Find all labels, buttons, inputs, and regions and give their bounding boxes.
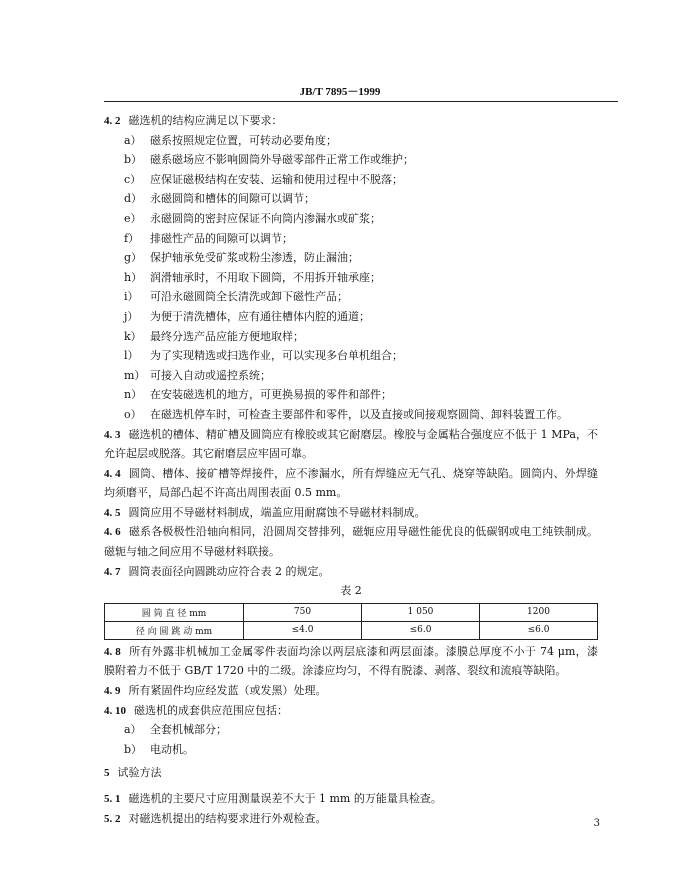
list-item: a） 磁系按照规定位置，可转动必要角度；	[124, 133, 337, 147]
table-row	[105, 621, 598, 639]
clause-4-2	[104, 111, 598, 131]
clause-text: 磁选机的主要尺寸应用测量误差不大于 1 mm 的万能量具检查。	[128, 792, 442, 805]
section-5-heading	[104, 763, 598, 783]
list-item: o） 在磁选机停车时，可检查主要部件和零件，以及直接或间接观察圆筒、卸料装置工作。	[124, 407, 568, 421]
clause-text-continued: 均须磨平，局部凸起不许高出周围表面 0.5 mm。	[104, 486, 348, 500]
clause-4-7	[104, 562, 598, 582]
table-cell: 1 050	[362, 603, 480, 621]
table-cell: ≤4.0	[244, 621, 362, 639]
clause-text-continued: 膜附着力不低于 GB/T 1720 中的二级。涂漆应均匀，不得有脱漆、剥落、裂纹和流痕等缺陷。	[104, 664, 567, 678]
table-cell: ≤6.0	[362, 621, 480, 639]
row-header: 径 向 圆 跳 动 mm	[105, 621, 244, 639]
list-item: b） 电动机。	[124, 742, 194, 756]
table-row	[105, 603, 598, 621]
clause-4-9	[104, 681, 598, 701]
clause-4-8	[104, 642, 598, 662]
clause-text: 对磁选机提出的结构要求进行外观检查。	[128, 811, 327, 825]
list-item: d） 永磁圆筒和槽体的间隙可以调节；	[124, 192, 315, 206]
table-cell: ≤6.0	[480, 621, 598, 639]
section-number: 5	[104, 767, 110, 780]
list-item: b） 磁系磁场应不影响圆筒外导磁零部件正常工作或维护；	[124, 153, 414, 167]
clause-text: 所有紧固件均应经发蓝（或发黑）处理。	[128, 684, 327, 698]
clause-number: 5. 2	[104, 812, 121, 825]
standard-code-header: JB/T 7895－1999	[299, 86, 381, 98]
list-item: l） 为了实现精选或扫选作业，可以实现多台单机组合；	[124, 349, 403, 363]
runout-table	[104, 603, 598, 640]
table-cell: 750	[244, 603, 362, 621]
clause-5-2	[104, 809, 598, 829]
clause-number: 4. 6	[104, 526, 121, 539]
clause-4-4	[104, 464, 598, 484]
clause-4-3	[104, 425, 598, 445]
list-item: h） 润滑轴承时，不用取下圆筒，不用拆开轴承座；	[124, 270, 381, 284]
list-item: f） 排磁性产品的间隙可以调节；	[124, 231, 293, 245]
page-number: 3	[593, 818, 600, 829]
clause-number: 4. 3	[104, 428, 121, 441]
table-cell: 1200	[480, 603, 598, 621]
clause-text: 磁系各极极性沿轴向相同，沿圆周交替排列，磁轭应用导磁性能优良的低碳钢或电工纯铁制成。	[128, 525, 598, 539]
table-caption: 表 2	[340, 584, 362, 598]
list-item: g） 保护轴承免受矿浆或粉尘渗透，防止漏油；	[124, 251, 359, 265]
clause-number: 4. 10	[104, 704, 126, 717]
clause-4-6	[104, 522, 598, 542]
list-item: j） 为便于清洗槽体，应有通往槽体内腔的通道；	[124, 309, 370, 323]
clause-number: 4. 4	[104, 467, 121, 480]
list-item: i） 可沿永磁圆筒全长清洗或卸下磁性产品；	[124, 290, 348, 304]
clause-text: 圆筒、槽体、接矿槽等焊接件，应不渗漏水，所有焊缝应无气孔、烧穿等缺陷。圆筒内、外焊缝	[128, 466, 598, 480]
clause-text-continued: 磁轭与轴之间应用不导磁材料联接。	[104, 545, 280, 559]
header-rule	[104, 101, 618, 102]
list-item: c） 应保证磁极结构在安装、运输和使用过程中不脱落；	[124, 172, 403, 186]
clause-text: 所有外露非机械加工金属零件表面均涂以两层底漆和两层面漆。漆膜总厚度不小于 74 μm，漆	[128, 644, 598, 658]
section-title: 试验方法	[117, 766, 162, 780]
row-header: 圆 筒 直 径 mm	[105, 603, 244, 621]
list-item: n） 在安装磁选机的地方，可更换易损的零件和部件；	[124, 388, 392, 402]
clause-text: 圆筒应用不导磁材料制成，端盖应用耐腐蚀不导磁材料制成。	[128, 505, 426, 519]
clause-4-5	[104, 503, 598, 523]
document-body	[104, 111, 598, 828]
clause-text: 磁选机的成套供应范围应包括：	[134, 703, 288, 717]
clause-text: 磁选机的结构应满足以下要求：	[128, 114, 283, 127]
clause-4-10	[104, 701, 598, 721]
clause-5-1	[104, 789, 598, 809]
list-item: a） 全套机械部分；	[124, 723, 227, 737]
list-item: m） 可接入自动或遥控系统；	[124, 368, 271, 382]
list-item: e） 永磁圆筒的密封应保证不向筒内渗漏水或矿浆；	[124, 211, 381, 225]
clause-text: 磁选机的槽体、精矿槽及圆筒应有橡胶或其它耐磨层。橡胶与金属粘合强度应不低于 1 MPa，不	[128, 427, 598, 441]
clause-number: 4. 7	[104, 565, 121, 578]
clause-text-continued: 允许起层或脱落。其它耐磨层应牢固可靠。	[104, 447, 313, 461]
clause-number: 4. 2	[104, 115, 121, 127]
clause-number: 4. 8	[104, 645, 121, 658]
clause-text: 圆筒表面径向圆跳动应符合表 2 的规定。	[128, 564, 330, 578]
clause-number: 5. 1	[104, 793, 121, 805]
clause-number: 4. 5	[104, 506, 121, 519]
list-item: k） 最终分选产品应能方便地取样；	[124, 329, 304, 343]
clause-number: 4. 9	[104, 685, 121, 698]
